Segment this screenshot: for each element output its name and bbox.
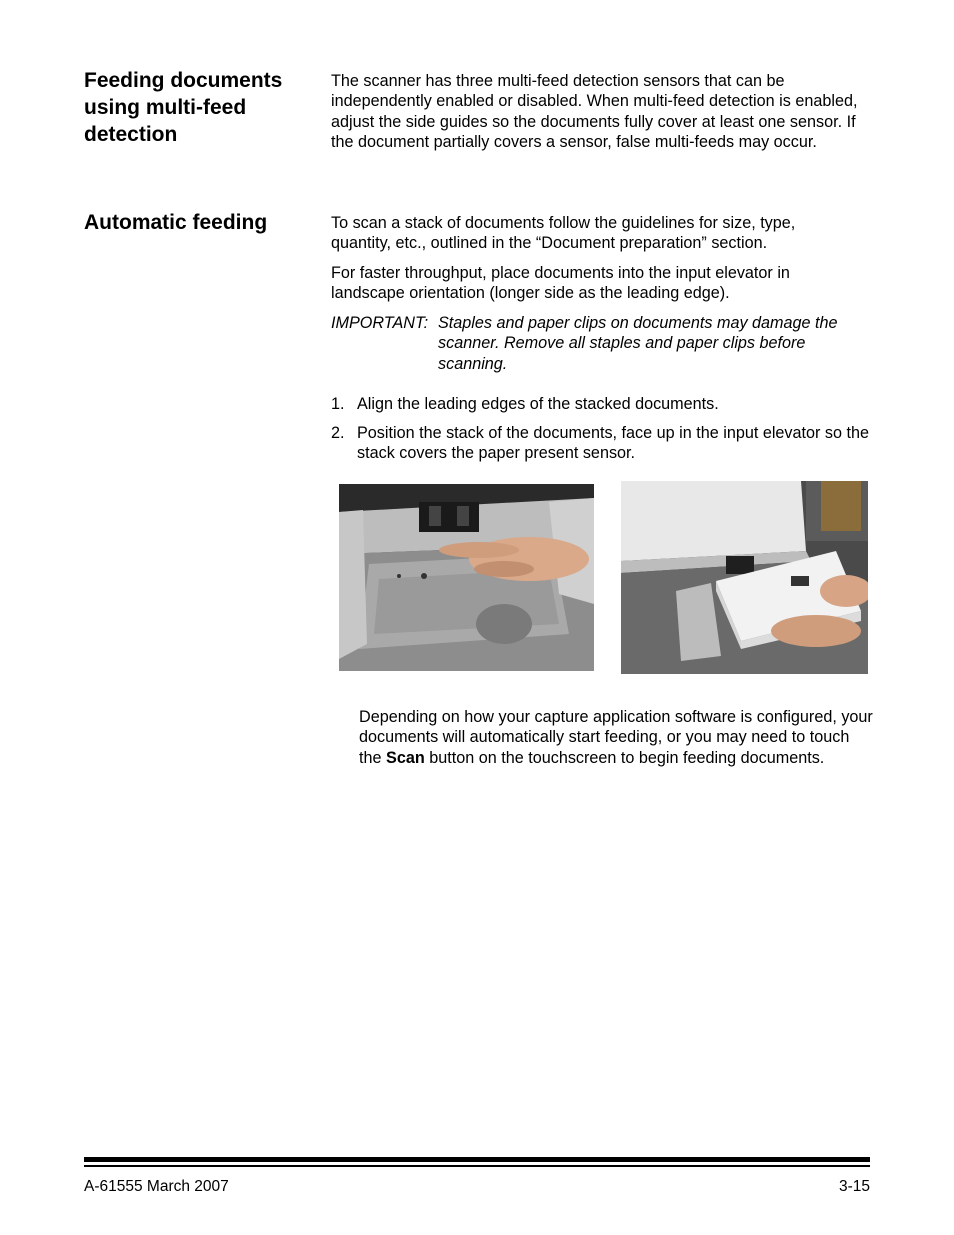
auto-feed-paragraph-1: To scan a stack of documents follow the guidelines for size, type, quantity, etc., outlined in the “Document preparation” section. [331,214,796,253]
step-text: Position the stack of the documents, face up in the input elevator so the stack covers the paper present sensor. [357,424,870,463]
photo-document-stack [621,481,868,674]
step-number: 2. [331,424,345,442]
important-label: IMPORTANT: [331,314,429,332]
multifeed-paragraph: The scanner has three multi-feed detection sensors that can be independently enabled or disabled. When multi-feed detection is enabled, adjust the side guides so the documents fully cover at least one sensor. If the document partially covers a sensor, false multi-feeds may occur. [331,72,858,151]
after-figure-paragraph [359,707,874,768]
after-text-end: button on the touchscreen to begin feeding documents. [429,748,825,767]
section-heading-automatic-feeding: Automatic feeding [84,211,268,234]
section-heading-multifeed: Feeding documents using multi-feed detection [84,69,283,146]
photo-sensor-finger [339,484,594,671]
footer-rule-thin [84,1165,870,1167]
important-text: Staples and paper clips on documents may damage the scanner. Remove all staples and paper clips before scanning. [438,314,838,373]
auto-feed-paragraph-2: For faster throughput, place documents into the input elevator in landscape orientation (longer side as the leading edge). [331,264,790,303]
step-text: Align the leading edges of the stacked documents. [357,395,719,413]
footer-doc-id: A-61555 March 2007 [84,1178,229,1195]
page-number: 3-15 [838,1178,870,1195]
footer-rule-thick [84,1157,870,1162]
important-note [331,313,876,375]
after-text-start: Depending on how your capture application software is configured, your documents will automatically start feeding, or you may need to touch the [359,708,873,767]
step-item [331,394,876,416]
step-item [331,423,876,465]
step-number: 1. [331,395,345,413]
scan-button-label: Scan [386,748,425,767]
